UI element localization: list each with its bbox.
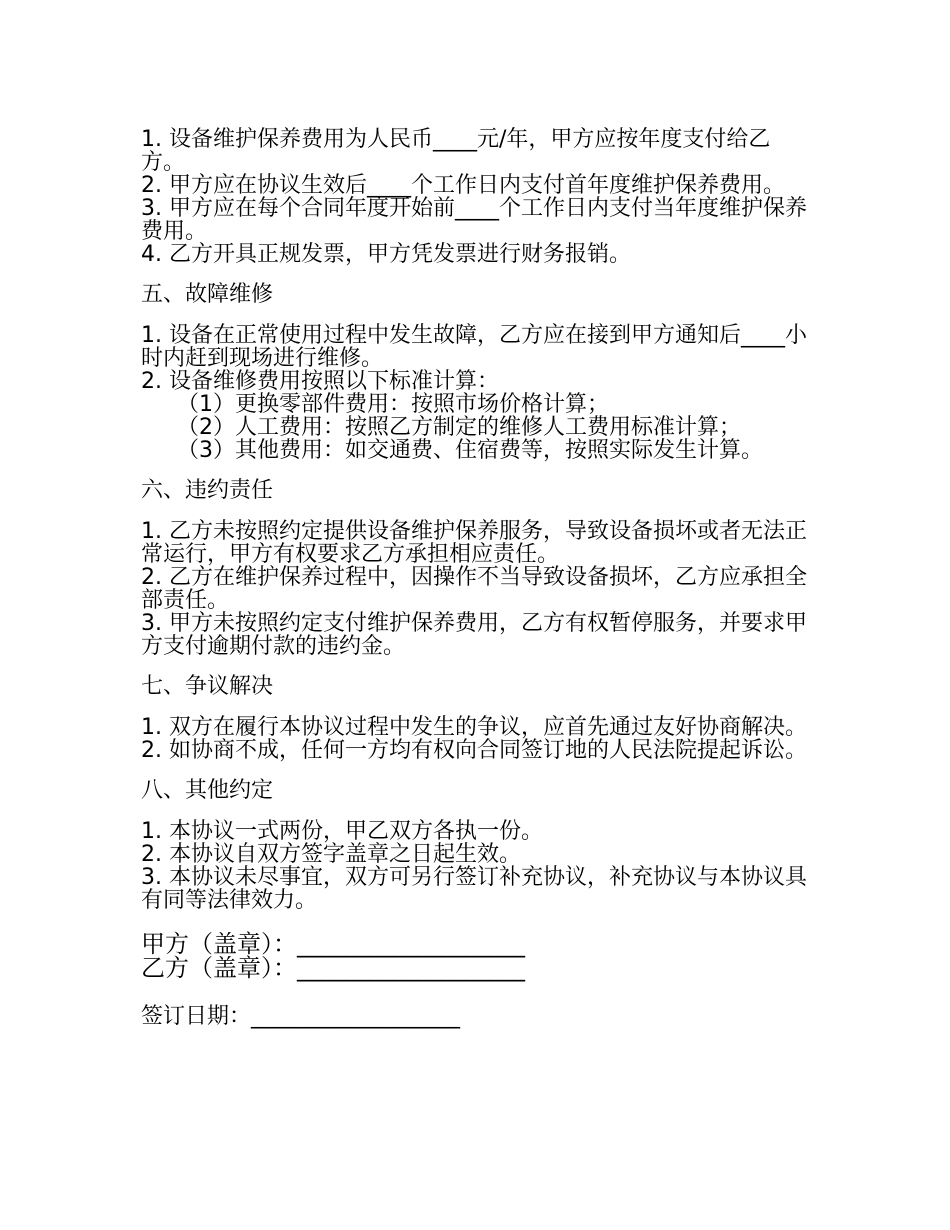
contract-page: [141, 128, 813, 1054]
party-b-signature: 乙方（盖章）：___________________: [141, 954, 525, 982]
liability-item-2: 2. 乙方在维护保养过程中，因操作不当导致设备损坏，乙方应承担全部责任。: [141, 565, 807, 613]
signature-block: [141, 932, 813, 1032]
payment-item-2: 2. 甲方应在协议生效后____个工作日内支付首年度维护保养费用。: [141, 173, 785, 198]
repair-item-2: 2. 设备维修费用按照以下标准计算：: [141, 369, 499, 394]
other-clauses: [141, 820, 813, 912]
section-heading-other: 八、其他约定: [141, 778, 274, 803]
liability-clauses: [141, 520, 813, 658]
dispute-item-2: 2. 如协商不成，任何一方均有权向合同签订地的人民法院提起诉讼。: [141, 738, 807, 763]
other-item-3: 3. 本协议未尽事宜，双方可另行签订补充协议，补充协议与本协议具有同等法律效力。: [141, 865, 807, 913]
repair-subitem-2: （2）人工费用：按照乙方制定的维修人工费用标准计算；: [177, 415, 741, 440]
liability-item-3: 3. 甲方未按照约定支付维护保养费用，乙方有权暂停服务，并要求甲方支付逾期付款的违约金。: [141, 611, 807, 659]
other-item-2: 2. 本协议自双方签字盖章之日起生效。: [141, 842, 521, 867]
payment-item-1: 1. 设备维护保养费用为人民币____元/年，甲方应按年度支付给乙方。: [141, 127, 771, 175]
payment-clauses: [141, 128, 813, 266]
party-a-signature: 甲方（盖章）：___________________: [141, 930, 525, 958]
repair-clauses: [141, 324, 813, 462]
dispute-clauses: [141, 716, 813, 762]
repair-subitem-1: （1）更换零部件费用：按照市场价格计算；: [177, 392, 609, 417]
payment-item-3: 3. 甲方应在每个合同年度开始前____个工作日内支付当年度维护保养费用。: [141, 196, 807, 244]
section-heading-liability: 六、违约责任: [141, 478, 274, 503]
payment-item-4: 4. 乙方开具正规发票，甲方凭发票进行财务报销。: [141, 242, 631, 267]
repair-item-1: 1. 设备在正常使用过程中发生故障，乙方应在接到甲方通知后____小时内赶到现场进行维修。: [141, 323, 807, 371]
section-heading-repair: 五、故障维修: [141, 282, 274, 307]
dispute-item-1: 1. 双方在履行本协议过程中发生的争议，应首先通过友好协商解决。: [141, 715, 807, 740]
section-heading-dispute: 七、争议解决: [141, 674, 274, 699]
liability-item-1: 1. 乙方未按照约定提供设备维护保养服务，导致设备损坏或者无法正常运行，甲方有权要求乙方承担相应责任。: [141, 519, 807, 567]
signing-date: 签订日期：___________________: [141, 1004, 461, 1029]
repair-subitem-3: （3）其他费用：如交通费、住宿费等，按照实际发生计算。: [177, 438, 763, 463]
other-item-1: 1. 本协议一式两份，甲乙双方各执一份。: [141, 819, 543, 844]
